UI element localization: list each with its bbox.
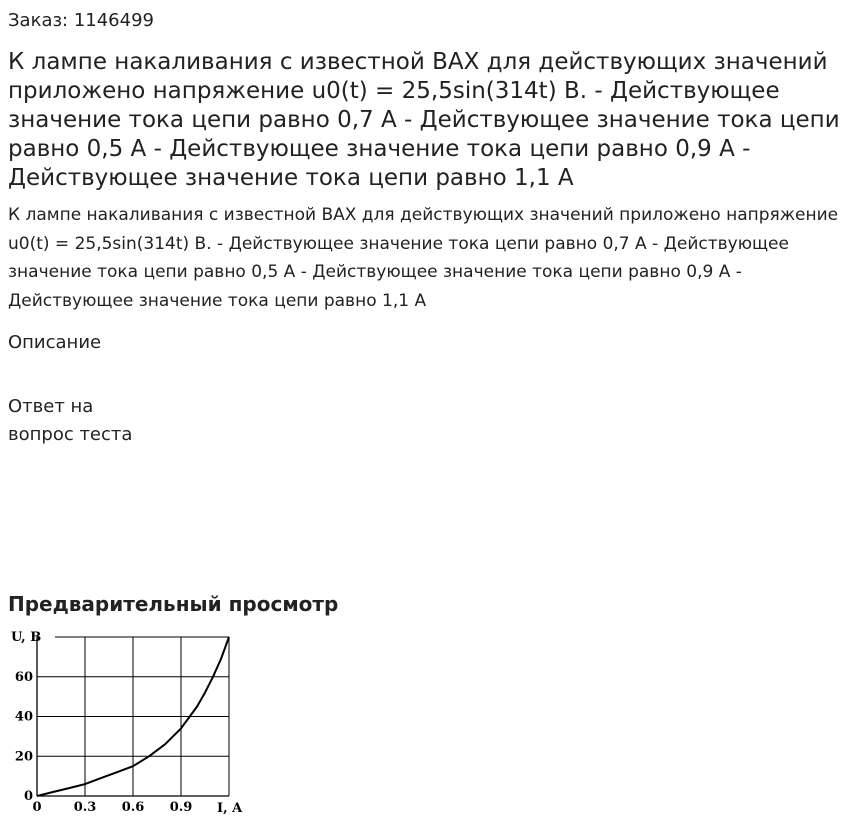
chart-grid bbox=[37, 637, 229, 796]
x-tick-label-2: 0.6 bbox=[121, 800, 145, 815]
preview-heading: Предварительный просмотр bbox=[8, 592, 339, 616]
x-axis-label: I, A bbox=[217, 801, 243, 816]
y-tick-label-1: 20 bbox=[14, 749, 33, 765]
y-tick-label-0: 0 bbox=[23, 789, 33, 804]
preview-chart bbox=[0, 624, 260, 829]
x-tick-label-3: 0.9 bbox=[169, 800, 193, 815]
x-tick-label-0: 0 bbox=[32, 800, 42, 815]
order-number: Заказ: 1146499 bbox=[8, 10, 154, 31]
description-text: К лампе накаливания с известной ВАХ для действующих значений приложено напряжение u0(t) = 25,5sin(314t) В. - Действующее значение тока цепи равно 0,7 А - Действующее значение тока цепи равно 0,5 А - Действующее значение тока цепи равно 0,9 А - Действующее значение тока цепи равно 1,1 А bbox=[8, 205, 839, 311]
y-tick-label-3: 60 bbox=[14, 669, 33, 685]
x-tick-label-1: 0.3 bbox=[73, 800, 97, 815]
description-label: Описание bbox=[8, 332, 102, 353]
page-title: К лампе накаливания с известной ВАХ для действующих значений приложено напряжение u0(t) = 25,5sin(314t) В. - Действующее значение тока цепи равно 0,7 А - Действующее значение тока цепи равно 0,5 А - Действующее значение тока цепи равно 0,9 А - Действующее значение тока цепи равно 1,1 А bbox=[8, 49, 840, 191]
answer-label: Ответ на вопрос теста bbox=[8, 396, 133, 445]
y-axis-label: U, B bbox=[11, 630, 42, 645]
vax-chart bbox=[0, 624, 260, 829]
y-tick-label-2: 40 bbox=[14, 709, 33, 725]
